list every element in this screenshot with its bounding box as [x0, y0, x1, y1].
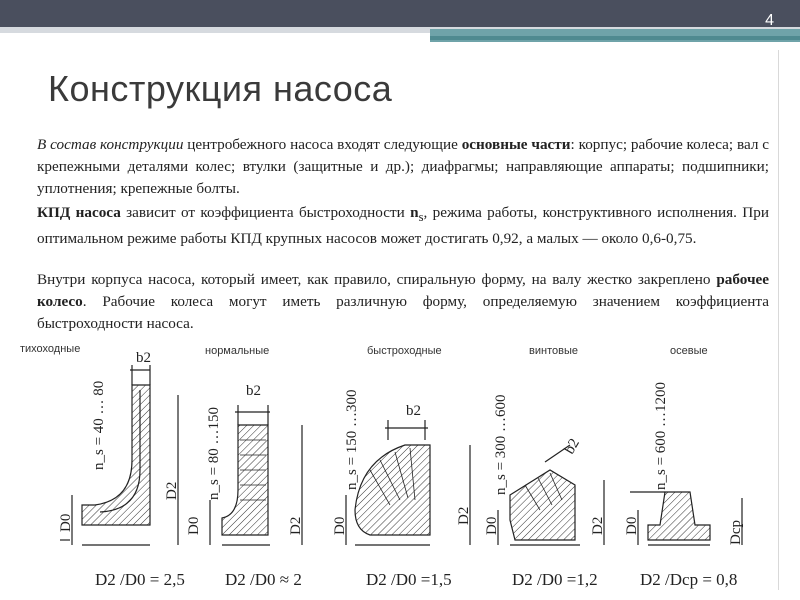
impeller-type-label: тихоходные [20, 343, 81, 355]
impeller-axial [630, 492, 742, 545]
italic-phrase: В состав конструкции [37, 136, 184, 153]
ns-range-label: n_s = 80 …150 [206, 406, 222, 500]
impeller-ratio-label: D2 /Dср = 0,8 [640, 570, 738, 589]
dimension-d2-label: D2 [456, 506, 472, 525]
dimension-d0-label: D0 [484, 516, 500, 535]
impeller-ratio-label: D2 /D0 =1,2 [512, 570, 598, 589]
impeller-screw [498, 445, 604, 545]
ns-subscript: s [418, 210, 424, 225]
impeller-ratio-label: D2 /D0 = 2,5 [95, 570, 185, 589]
impeller-type-label: нормальные [205, 345, 270, 357]
dimension-b2-label: b2 [406, 403, 421, 419]
dimension-d2-label: D2 [590, 516, 606, 535]
ns-symbol: n [410, 204, 419, 221]
ns-range-label: n_s = 600 …1200 [653, 381, 669, 490]
text-span: зависит от коэффициента быстроходности [120, 204, 411, 221]
ns-range-label: n_s = 150 …300 [344, 389, 360, 490]
text-span: центробежного насоса входят следующие [183, 136, 462, 153]
impeller-ratio-label: D2 /D0 ≈ 2 [225, 570, 302, 589]
impeller-type-label: осевые [670, 345, 708, 357]
ns-range-label: n_s = 40 … 80 [91, 380, 107, 470]
bold-phrase: КПД насоса [37, 204, 121, 221]
text-span: , режима работы, конструктивного исполнения. При оптимальном режиме работы КПД крупных насосов может достигать 0,92, а малых — около 0,6-0,75. [37, 204, 769, 248]
dimension-d0-label: D0 [186, 516, 202, 535]
bold-phrase: основные части [461, 136, 571, 153]
impeller-type-label: винтовые [529, 345, 578, 357]
dimension-d0-label: D0 [58, 513, 74, 532]
text-span: . Рабочие колеса могут иметь различную форму, определяемую значением коэффициента быстроходности насоса. [37, 293, 769, 332]
dimension-dcp-label: Dср [728, 520, 744, 545]
slide-number: 4 [765, 12, 774, 29]
dimension-b2-label: b2 [136, 350, 151, 366]
slide-title: Конструкция насоса [48, 68, 393, 109]
dimension-d0-label: D0 [332, 516, 348, 535]
dimension-b2-label: b2 [246, 383, 261, 399]
bold-phrase: рабочее колесо [37, 271, 769, 310]
text-span: : корпус; рабочие колеса; вал с крепежными деталями колес; втулки (защитные и др.); диафрагмы; направляющие аппараты; подшипники; уплотнения; крепежные болты. [37, 136, 770, 197]
impeller-ratio-label: D2 /D0 =1,5 [366, 570, 452, 589]
dimension-d0-label: D0 [624, 516, 640, 535]
dimension-b2-label: b2 [561, 436, 583, 457]
dimension-d2-label: D2 [288, 516, 304, 535]
ns-range-label: n_s = 300 …600 [493, 394, 509, 495]
impeller-type-label: быстроходные [367, 345, 442, 357]
impeller-high-speed [346, 420, 470, 545]
dimension-d2-label: D2 [164, 481, 180, 500]
text-span: Внутри корпуса насоса, который имеет, как правило, спиральную форму, на валу жестко закреплено [37, 271, 717, 288]
impeller-low-speed [60, 365, 178, 545]
